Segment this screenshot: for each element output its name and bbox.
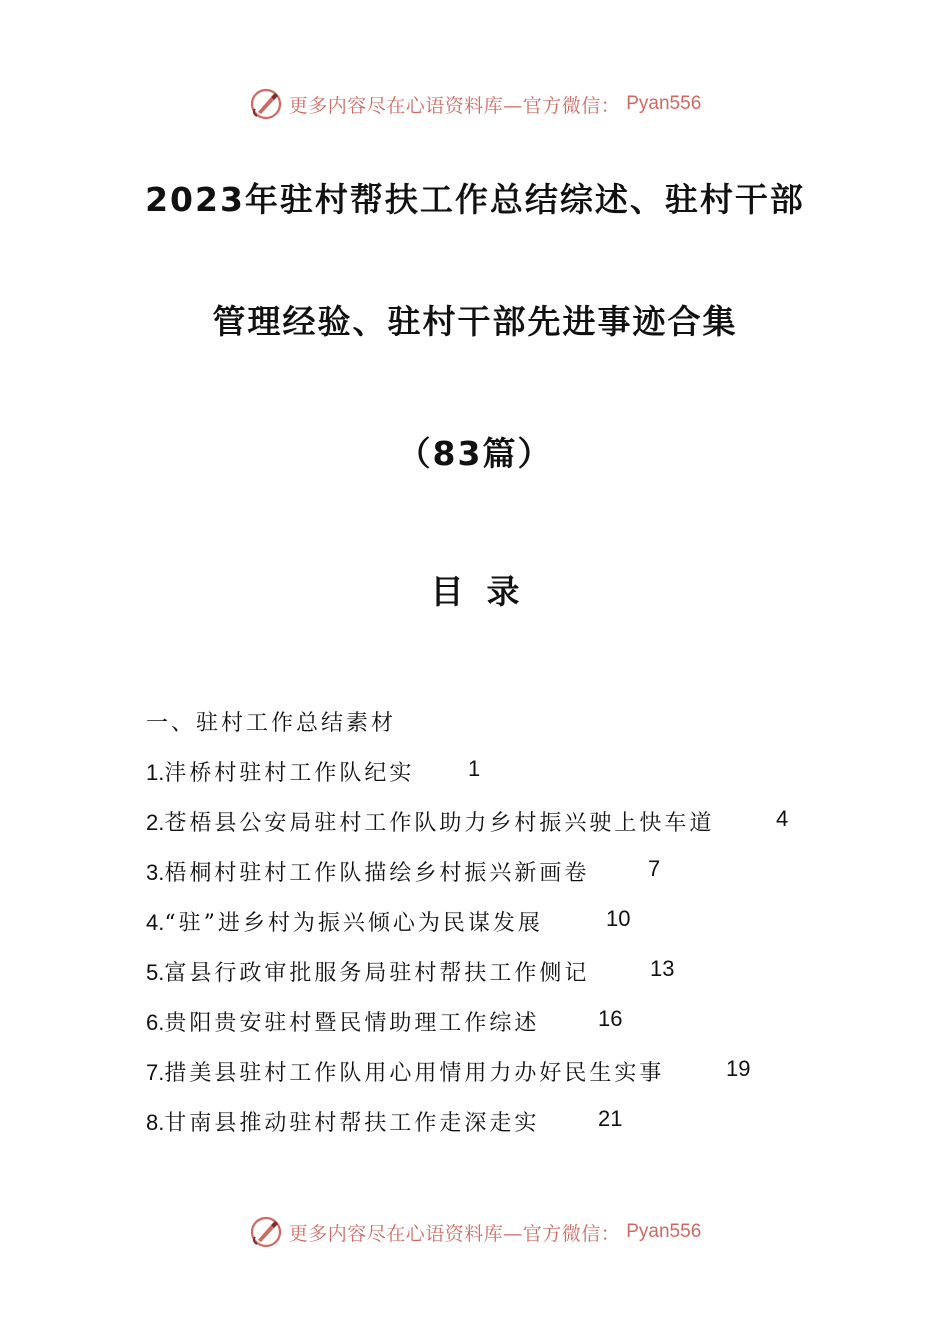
toc-heading: 目 录 — [430, 572, 520, 611]
toc-item-title: 措美县驻村工作队用心用情用力办好民生实事 — [164, 1061, 665, 1086]
toc-item-page: 16 — [598, 1006, 623, 1031]
document-title-line-2: 管理经验、驻村干部先进事迹合集 — [212, 302, 738, 341]
toc-item-title: 富县行政审批服务局驻村帮扶工作侧记 — [164, 961, 590, 986]
toc-item-number: 1. — [146, 760, 165, 785]
toc-item-page: 19 — [726, 1056, 751, 1081]
watermark-banner-bottom — [0, 1212, 950, 1252]
pen-logo-icon — [249, 87, 283, 121]
pen-logo-icon — [249, 1215, 283, 1249]
toc-item[interactable] — [146, 806, 789, 842]
toc-item-number: 8. — [146, 1110, 165, 1135]
toc-item-number: 5. — [146, 960, 165, 985]
toc-item[interactable] — [146, 906, 631, 942]
toc-item-number: 7. — [146, 1060, 165, 1085]
watermark-text: 更多内容尽在心语资料库—官方微信： — [288, 1222, 621, 1245]
toc-item-number: 2. — [146, 810, 165, 835]
toc-item-title: 梧桐村驻村工作队描绘乡村振兴新画卷 — [164, 861, 590, 886]
watermark-text: 更多内容尽在心语资料库—官方微信： — [288, 94, 621, 117]
toc-item-title: “驻”进乡村为振兴倾心为民谋发展 — [164, 911, 543, 936]
document-title-count: （83篇） — [397, 434, 553, 473]
toc-item-page: 4 — [776, 806, 789, 831]
toc-item-number: 4. — [146, 910, 165, 935]
watermark-banner-top — [0, 84, 950, 124]
toc-item-number: 6. — [146, 1010, 165, 1035]
toc-item-title: 苍梧县公安局驻村工作队助力乡村振兴驶上快车道 — [164, 811, 715, 836]
toc-item-title: 沣桥村驻村工作队纪实 — [164, 761, 415, 786]
toc-item-page: 1 — [468, 756, 481, 781]
toc-item-page: 10 — [606, 906, 631, 931]
toc-item-number: 3. — [146, 860, 165, 885]
watermark-wechat-id: Pyan556 — [626, 1221, 702, 1242]
toc-item[interactable] — [146, 856, 661, 892]
toc-section-heading: 一、驻村工作总结素材 — [146, 711, 397, 736]
toc-item-page: 21 — [598, 1106, 623, 1131]
toc-item[interactable] — [146, 1006, 623, 1042]
toc-item-page: 13 — [650, 956, 675, 981]
toc-item[interactable] — [146, 756, 481, 792]
document-title-line-1: 2023年驻村帮扶工作总结综述、驻村干部 — [145, 180, 805, 219]
watermark-wechat-id: Pyan556 — [626, 93, 702, 114]
toc-item-title: 贵阳贵安驻村暨民情助理工作综述 — [164, 1011, 540, 1036]
toc-item-page: 7 — [648, 856, 661, 881]
toc-item[interactable] — [146, 1106, 623, 1142]
toc-item[interactable] — [146, 1056, 751, 1092]
toc-item-title: 甘南县推动驻村帮扶工作走深走实 — [164, 1111, 540, 1136]
toc-item[interactable] — [146, 956, 675, 992]
